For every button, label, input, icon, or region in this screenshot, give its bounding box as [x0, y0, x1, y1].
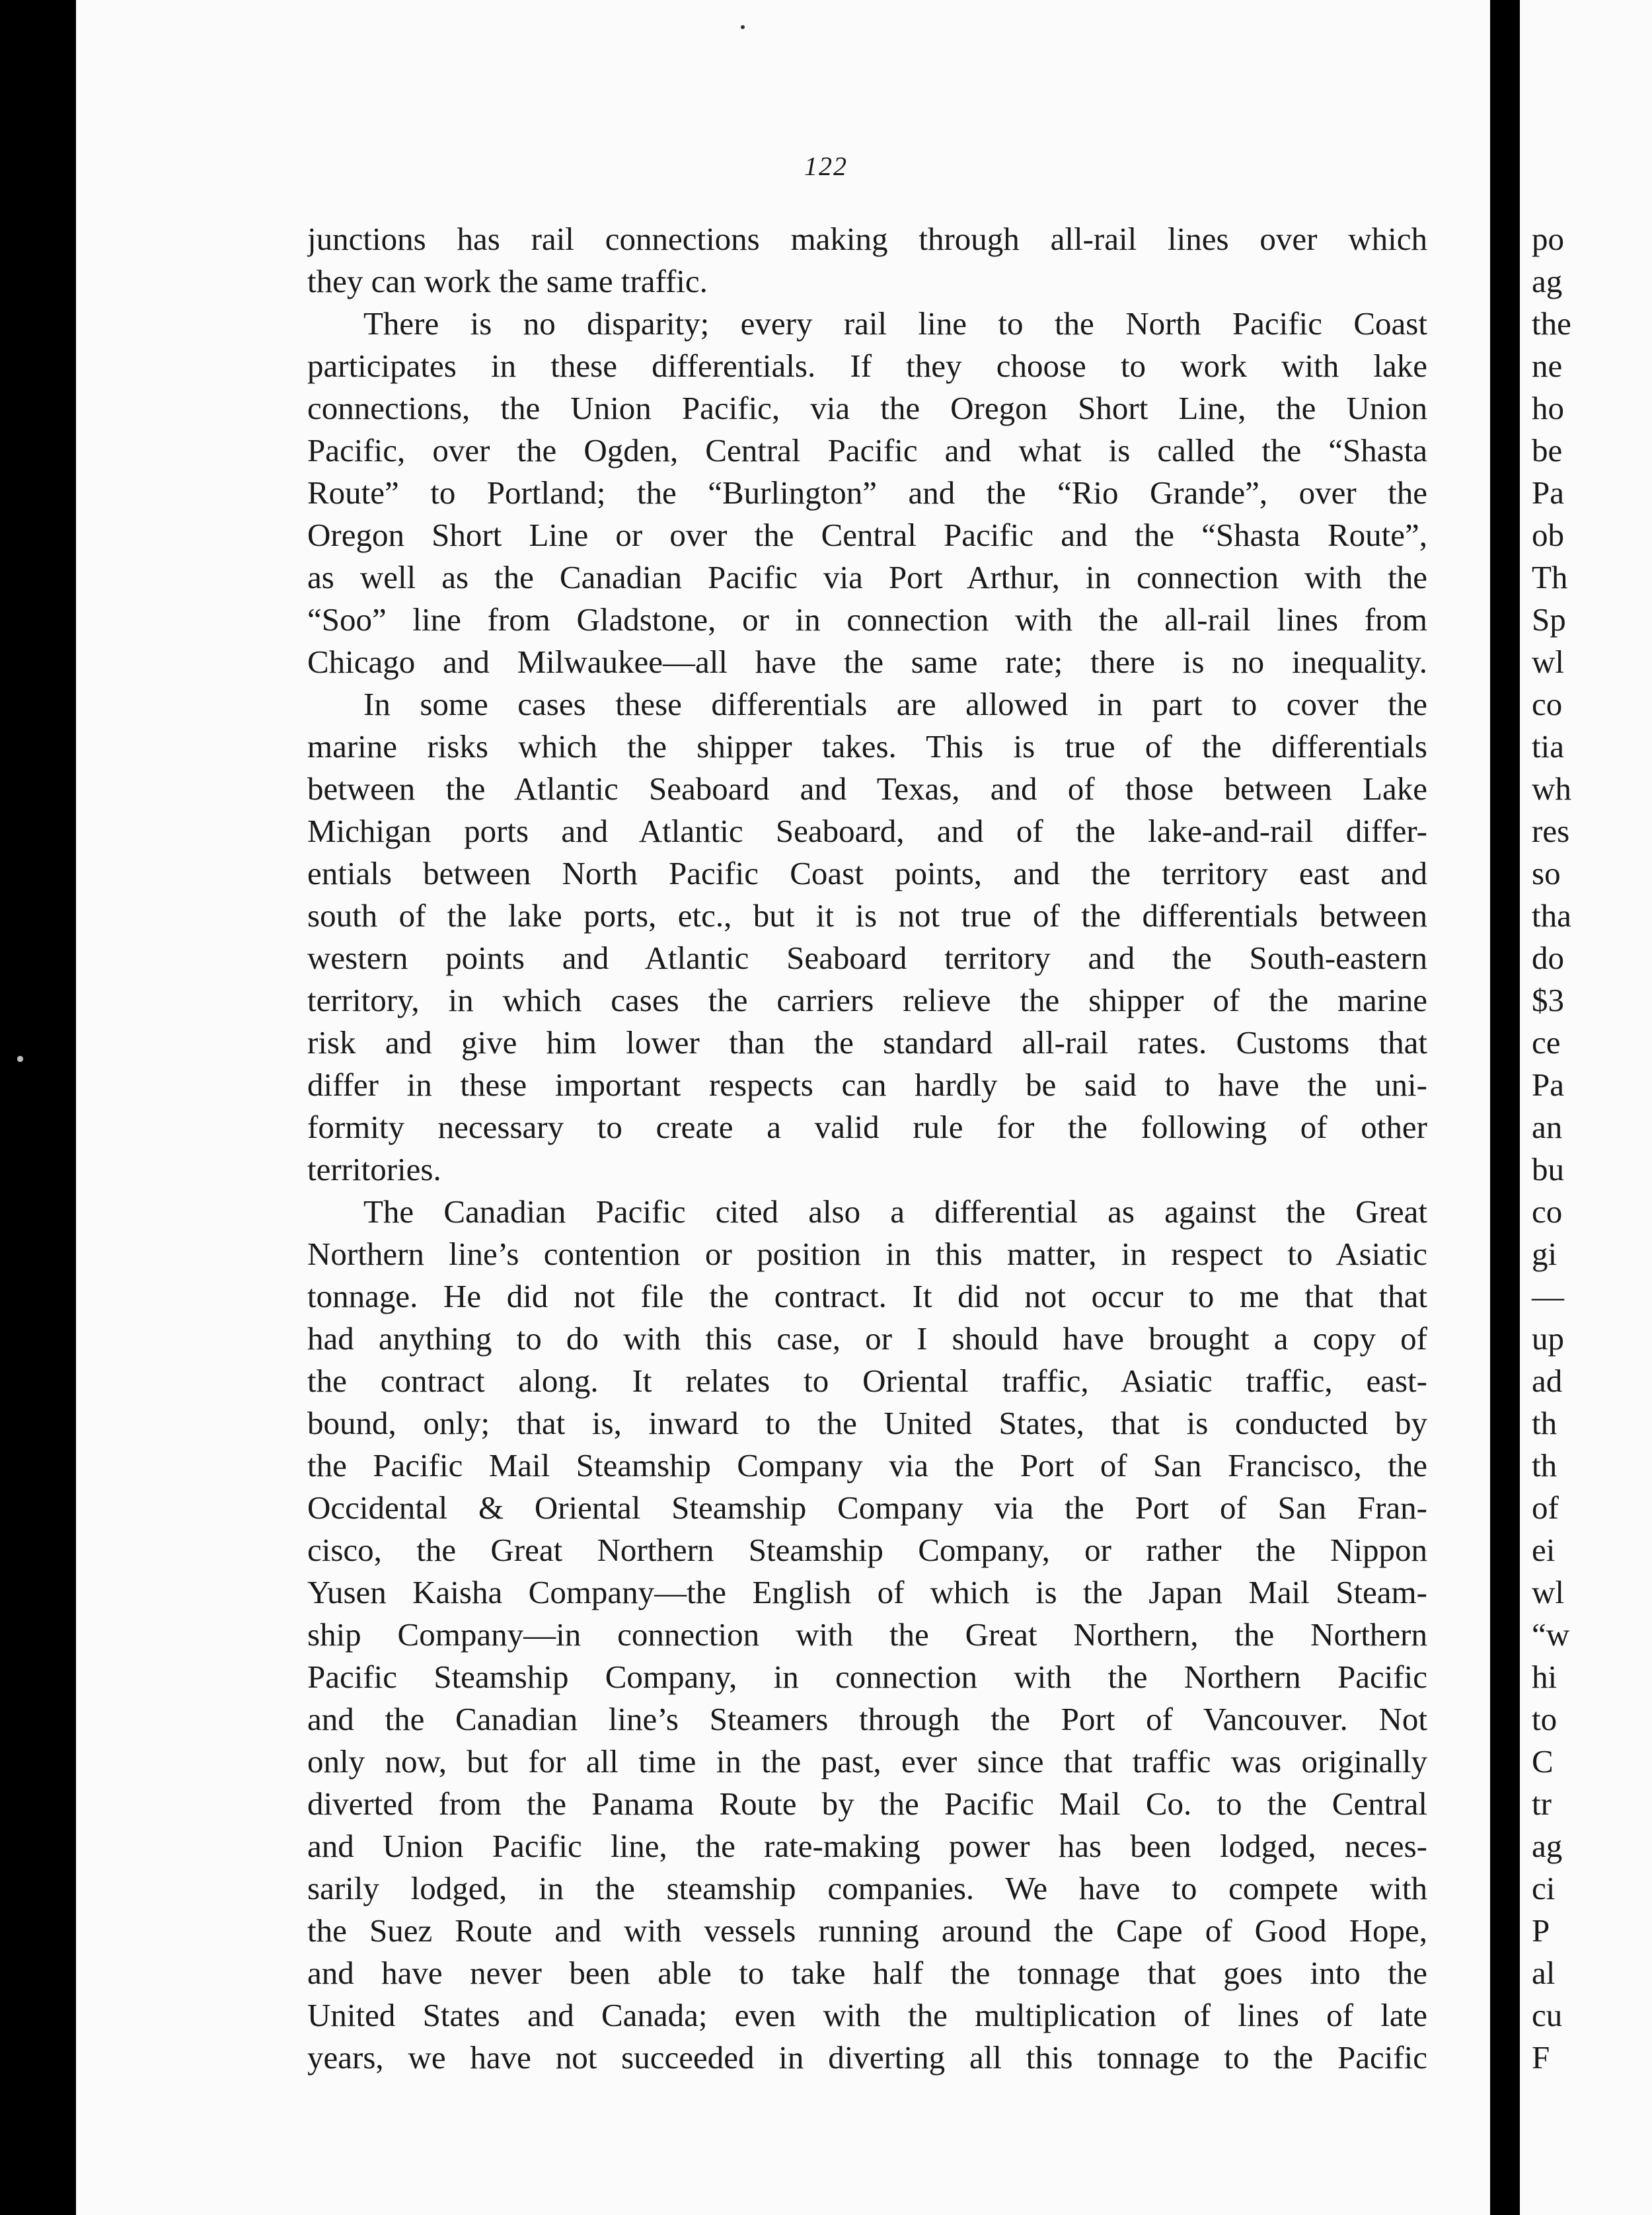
- text-line: they can work the same traffic.: [307, 263, 708, 299]
- text-line: In some cases these differentials are allowed in part to cover the: [363, 686, 1427, 722]
- adjacent-text-fragment: th: [1532, 1405, 1558, 1441]
- text-line: cisco, the Great Northern Steamship Company, or rather the Nippon: [307, 1532, 1427, 1568]
- text-line: The Canadian Pacific cited also a differential as against the Great: [363, 1193, 1427, 1230]
- scan-speck: [741, 25, 745, 29]
- scan-border-left: [0, 0, 76, 2215]
- adjacent-text-fragment: ce: [1532, 1024, 1561, 1061]
- text-line: the Suez Route and with vessels running around the Cape of Good Hope,: [307, 1912, 1427, 1949]
- text-line: Route” to Portland; the “Burlington” and the “Rio Grande”, over the: [307, 474, 1427, 511]
- adjacent-text-fragment: Th: [1532, 559, 1568, 595]
- adjacent-text-fragment: tha: [1532, 897, 1571, 934]
- adjacent-text-fragment: be: [1532, 432, 1563, 469]
- text-line: entials between North Pacific Coast points, and the territory east and: [307, 855, 1427, 891]
- text-line: and have never been able to take half the tonnage that goes into the: [307, 1955, 1427, 1991]
- scan-speck: [17, 1056, 23, 1062]
- text-line: south of the lake ports, etc., but it is not true of the differentials between: [307, 897, 1427, 934]
- adjacent-text-fragment: P: [1532, 1912, 1550, 1949]
- adjacent-text-fragment: so: [1532, 855, 1561, 891]
- text-line: formity necessary to create a valid rule for the following of other: [307, 1109, 1427, 1145]
- text-line: and the Canadian line’s Steamers through the Port of Vancouver. Not: [307, 1701, 1427, 1737]
- adjacent-text-fragment: of: [1532, 1489, 1559, 1526]
- adjacent-text-fragment: ag: [1532, 263, 1563, 299]
- body-text: [307, 218, 1427, 2079]
- adjacent-text-fragment: co: [1532, 1193, 1563, 1230]
- text-line: the contract along. It relates to Oriental traffic, Asiatic traffic, east-: [307, 1363, 1427, 1399]
- text-line: between the Atlantic Seaboard and Texas, and of those between Lake: [307, 770, 1427, 807]
- adjacent-text-fragment: an: [1532, 1109, 1563, 1145]
- adjacent-text-fragment: tr: [1532, 1785, 1552, 1822]
- text-line: tonnage. He did not file the contract. It did not occur to me that that: [307, 1278, 1427, 1314]
- text-line: had anything to do with this case, or I should have brought a copy of: [307, 1320, 1427, 1357]
- text-line: bound, only; that is, inward to the United States, that is conducted by: [307, 1405, 1427, 1441]
- text-line: marine risks which the shipper takes. This is true of the differentials: [307, 728, 1427, 765]
- adjacent-page-text: [1532, 218, 1652, 2079]
- adjacent-text-fragment: ne: [1532, 348, 1563, 384]
- adjacent-text-fragment: ag: [1532, 1828, 1563, 1864]
- adjacent-text-fragment: al: [1532, 1955, 1556, 1991]
- adjacent-text-fragment: cu: [1532, 1997, 1563, 2033]
- adjacent-text-fragment: F: [1532, 2039, 1550, 2076]
- adjacent-text-fragment: the: [1532, 305, 1571, 342]
- text-line: as well as the Canadian Pacific via Port Arthur, in connection with the: [307, 559, 1427, 595]
- text-line: connections, the Union Pacific, via the Oregon Short Line, the Union: [307, 390, 1427, 426]
- adjacent-text-fragment: C: [1532, 1743, 1554, 1780]
- adjacent-text-fragment: Sp: [1532, 601, 1566, 638]
- adjacent-text-fragment: wh: [1532, 770, 1571, 807]
- text-line: participates in these differentials. If they choose to work with lake: [307, 348, 1427, 384]
- text-line: Yusen Kaisha Company—the English of which is the Japan Mail Steam-: [307, 1574, 1427, 1610]
- text-line: differ in these important respects can hardly be said to have the uni-: [307, 1067, 1427, 1103]
- adjacent-text-fragment: up: [1532, 1320, 1564, 1357]
- text-line: Michigan ports and Atlantic Seaboard, and of the lake-and-rail differ-: [307, 813, 1427, 849]
- adjacent-text-fragment: ad: [1532, 1363, 1563, 1399]
- adjacent-text-fragment: wl: [1532, 1574, 1564, 1610]
- adjacent-text-fragment: th: [1532, 1447, 1558, 1483]
- adjacent-text-fragment: ci: [1532, 1870, 1556, 1906]
- adjacent-text-fragment: do: [1532, 940, 1564, 976]
- text-line: Northern line’s contention or position in this matter, in respect to Asiatic: [307, 1236, 1427, 1272]
- text-line: Pacific, over the Ogden, Central Pacific and what is called the “Shasta: [307, 432, 1427, 469]
- text-line: Pacific Steamship Company, in connection with the Northern Pacific: [307, 1659, 1427, 1695]
- text-line: and Union Pacific line, the rate-making power has been lodged, neces-: [307, 1828, 1427, 1864]
- text-line: territories.: [307, 1151, 441, 1187]
- text-line: junctions has rail connections making through all-rail lines over which: [307, 221, 1427, 257]
- text-line: western points and Atlantic Seaboard territory and the South-eastern: [307, 940, 1427, 976]
- adjacent-text-fragment: $3: [1532, 982, 1564, 1018]
- adjacent-text-fragment: wl: [1532, 644, 1564, 680]
- adjacent-text-fragment: bu: [1532, 1151, 1564, 1187]
- text-line: Oregon Short Line or over the Central Pacific and the “Shasta Route”,: [307, 517, 1427, 553]
- adjacent-text-fragment: to: [1532, 1701, 1558, 1737]
- text-line: ship Company—in connection with the Great Northern, the Northern: [307, 1616, 1427, 1653]
- text-line: only now, but for all time in the past, ever since that traffic was originally: [307, 1743, 1427, 1780]
- text-line: risk and give him lower than the standard all-rail rates. Customs that: [307, 1024, 1427, 1061]
- text-line: sarily lodged, in the steamship companies. We have to compete with: [307, 1870, 1427, 1906]
- text-line: Chicago and Milwaukee—all have the same rate; there is no inequality.: [307, 644, 1427, 680]
- adjacent-text-fragment: ho: [1532, 390, 1564, 426]
- adjacent-text-fragment: Pa: [1532, 474, 1564, 511]
- adjacent-text-fragment: ei: [1532, 1532, 1556, 1568]
- text-line: years, we have not succeeded in diverting all this tonnage to the Pacific: [307, 2039, 1427, 2076]
- adjacent-text-fragment: tia: [1532, 728, 1564, 765]
- text-line: territory, in which cases the carriers relieve the shipper of the marine: [307, 982, 1427, 1018]
- adjacent-text-fragment: res: [1532, 813, 1570, 849]
- text-line: “Soo” line from Gladstone, or in connection with the all-rail lines from: [307, 601, 1427, 638]
- adjacent-text-fragment: —: [1532, 1278, 1564, 1314]
- adjacent-text-fragment: ob: [1532, 517, 1564, 553]
- adjacent-text-fragment: po: [1532, 221, 1564, 257]
- text-line: Occidental & Oriental Steamship Company via the Port of San Fran-: [307, 1489, 1427, 1526]
- adjacent-text-fragment: hi: [1532, 1659, 1558, 1695]
- adjacent-text-fragment: gi: [1532, 1236, 1558, 1272]
- book-gutter: [1490, 0, 1520, 2215]
- text-line: United States and Canada; even with the multiplication of lines of late: [307, 1997, 1427, 2033]
- adjacent-text-fragment: “w: [1532, 1616, 1570, 1653]
- text-line: There is no disparity; every rail line to the North Pacific Coast: [363, 305, 1427, 342]
- adjacent-text-fragment: co: [1532, 686, 1563, 722]
- adjacent-text-fragment: Pa: [1532, 1067, 1564, 1103]
- page-number: 122: [804, 151, 848, 181]
- text-line: diverted from the Panama Route by the Pacific Mail Co. to the Central: [307, 1785, 1427, 1822]
- text-line: the Pacific Mail Steamship Company via the Port of San Francisco, the: [307, 1447, 1427, 1483]
